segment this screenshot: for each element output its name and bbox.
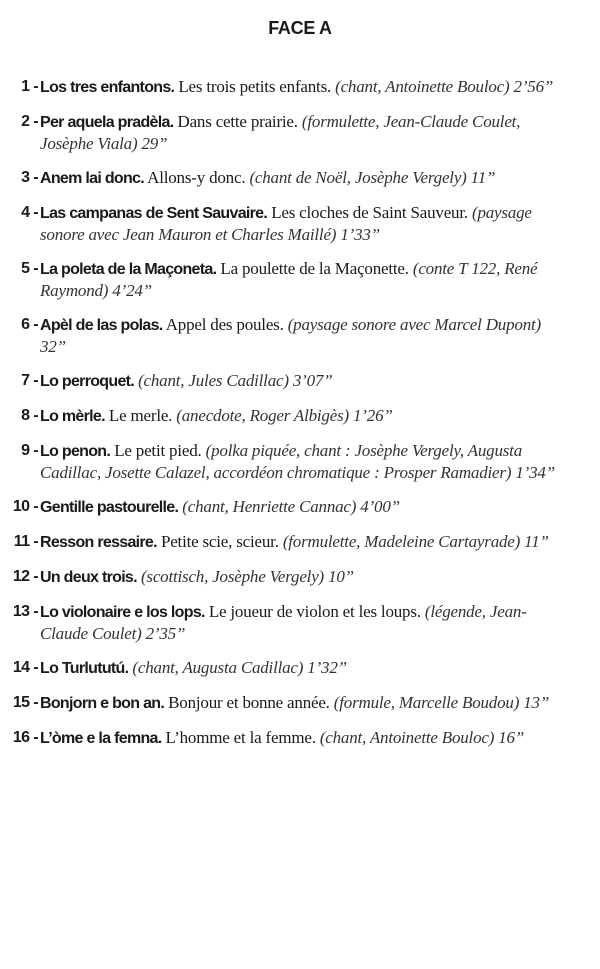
track-credit: (légende, Jean-Claude Coulet) 2’35” — [40, 602, 527, 643]
track-num: 1 - — [21, 78, 38, 95]
track-item — [0, 496, 560, 518]
track-translation: Les cloches de Saint Sauveur. — [271, 203, 468, 222]
track-num: 13 - — [12, 603, 38, 620]
track-credit: (formule, Marcelle Boudou) 13” — [333, 693, 550, 712]
track-num: 6 - — [21, 316, 38, 333]
track-title: Bonjorn e bon an. — [40, 695, 165, 712]
track-item — [0, 76, 560, 98]
track-title: Lo Turlututú. — [40, 660, 129, 677]
track-list — [0, 76, 560, 762]
track-item — [0, 314, 560, 357]
track-num: 16 - — [12, 729, 38, 746]
track-credit: (chant, Antoinette Bouloc) 2’56” — [335, 77, 554, 96]
track-title: L’òme e la femna. — [40, 730, 162, 747]
page-title: FACE A — [268, 18, 332, 38]
track-credit: (chant, Jules Cadillac) 3’07” — [138, 371, 333, 390]
track-title: Anem lai donc. — [40, 170, 144, 187]
track-item — [0, 167, 560, 189]
track-num: 5 - — [21, 260, 38, 277]
track-title: Apèl de las polas. — [40, 317, 163, 334]
track-title: Lo violonaire e los lops. — [40, 604, 205, 621]
track-item — [0, 601, 560, 644]
track-title: Lo perroquet. — [40, 373, 135, 390]
track-title: Gentille pastourelle. — [40, 499, 179, 516]
track-translation: Dans cette prairie. — [177, 112, 298, 131]
track-credit: (polka piquée, chant : Josèphe Vergely, Augusta Cadillac, Josette Calazel, accordéon chromatique : Prosper Ramadier) 1’34” — [40, 441, 555, 482]
track-credit: (formulette, Madeleine Cartayrade) 11” — [282, 532, 549, 551]
track-credit: (chant, Augusta Cadillac) 1’32” — [132, 658, 347, 677]
track-title: Lo mèrle. — [40, 408, 105, 425]
track-item — [0, 440, 560, 483]
track-item — [0, 405, 560, 427]
track-num: 15 - — [12, 694, 38, 711]
track-num: 2 - — [21, 113, 38, 130]
track-credit: (conte T 122, René Raymond) 4’24” — [40, 259, 538, 300]
track-translation: Le petit pied. — [114, 441, 202, 460]
track-credit: (chant, Antoinette Bouloc) 16” — [319, 728, 525, 747]
track-credit: (chant de Noël, Josèphe Vergely) 11” — [249, 168, 496, 187]
track-translation: Bonjour et bonne année. — [168, 693, 330, 712]
track-num: 12 - — [12, 568, 38, 585]
track-title: Resson ressaire. — [40, 534, 157, 551]
track-translation: L’homme et la femme. — [165, 728, 316, 747]
track-num: 4 - — [21, 204, 38, 221]
track-item — [0, 727, 560, 749]
track-translation: Le joueur de violon et les loups. — [208, 602, 421, 621]
track-item — [0, 202, 560, 245]
track-translation: Allons-y donc. — [147, 168, 246, 187]
track-item — [0, 258, 560, 301]
track-item — [0, 111, 560, 154]
track-credit: (paysage sonore avec Marcel Dupont) 32” — [40, 315, 541, 356]
track-title: Per aquela pradèla. — [40, 114, 174, 131]
track-credit: (anecdote, Roger Albigès) 1’26” — [176, 406, 393, 425]
track-credit: (paysage sonore avec Jean Mauron et Charles Maillé) 1’33” — [40, 203, 532, 244]
track-title: La poleta de la Maçoneta. — [40, 261, 217, 278]
track-title: Los tres enfantons. — [40, 79, 175, 96]
track-num: 14 - — [12, 659, 38, 676]
track-num: 3 - — [21, 169, 38, 186]
track-credit: (chant, Henriette Cannac) 4’00” — [182, 497, 400, 516]
track-num: 10 - — [12, 498, 38, 515]
track-num: 7 - — [21, 372, 38, 389]
track-translation: Appel des poules. — [165, 315, 284, 334]
track-item — [0, 657, 560, 679]
track-credit: (formulette, Jean-Claude Coulet, Josèphe Viala) 29” — [40, 112, 521, 153]
track-title: Las campanas de Sent Sauvaire. — [40, 205, 268, 222]
track-num: 9 - — [21, 442, 38, 459]
track-credit: (scottisch, Josèphe Vergely) 10” — [140, 567, 354, 586]
track-num: 8 - — [21, 407, 38, 424]
track-title: Un deux trois. — [40, 569, 137, 586]
track-translation: Petite scie, scieur. — [160, 532, 279, 551]
track-num: 11 - — [13, 533, 38, 550]
track-title: Lo penon. — [40, 443, 111, 460]
track-item — [0, 566, 560, 588]
track-translation: Le merle. — [108, 406, 173, 425]
track-item — [0, 531, 560, 553]
track-item — [0, 692, 560, 714]
track-translation: Les trois petits enfants. — [178, 77, 332, 96]
track-translation: La poulette de la Maçonette. — [220, 259, 409, 278]
track-item — [0, 370, 560, 392]
